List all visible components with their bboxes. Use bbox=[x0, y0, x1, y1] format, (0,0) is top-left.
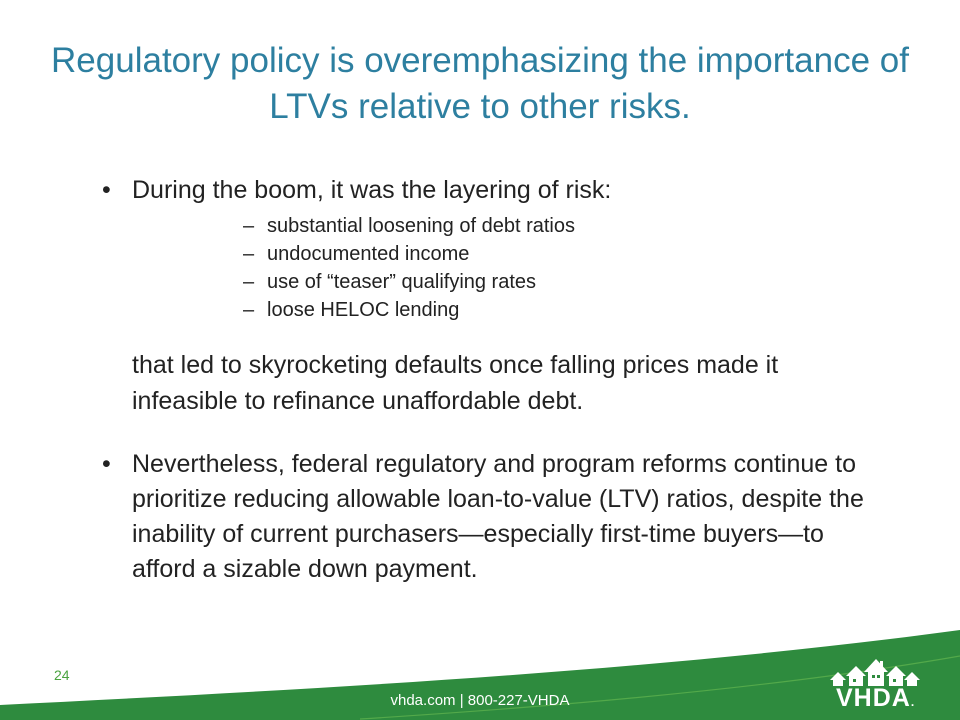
sub-item-text: substantial loosening of debt ratios bbox=[267, 215, 575, 237]
sub-item-text: undocumented income bbox=[267, 243, 470, 265]
logo-wordmark: VHDA bbox=[836, 684, 911, 712]
bullet-text: Nevertheless, federal regulatory and program reforms continue to prioritize reducing allowable loan-to-value (LTV) ratios, despite the inability of current purchasers—especially first-time buyers—to afford a sizable down payment. bbox=[132, 450, 864, 583]
dash-marker: – bbox=[243, 271, 255, 293]
slide-title: Regulatory policy is overemphasizing the importance of LTVs relative to other risks. bbox=[51, 41, 909, 126]
dash-marker: – bbox=[243, 299, 255, 321]
sub-item-text: use of “teaser” qualifying rates bbox=[267, 271, 537, 293]
continuation-text: that led to skyrocketing defaults once falling prices made it infeasible to refinance unaffordable debt. bbox=[132, 351, 779, 415]
bullet-dot: • bbox=[102, 176, 111, 204]
logo-mark: . bbox=[910, 695, 916, 709]
bullet-dot: • bbox=[102, 450, 111, 478]
vhda-logo-text bbox=[836, 684, 915, 713]
bullet-text: During the boom, it was the layering of risk: bbox=[132, 176, 612, 204]
page-number: 24 bbox=[54, 667, 70, 683]
dash-marker: – bbox=[243, 215, 255, 237]
footer-contact[interactable]: vhda.com | 800-227-VHDA bbox=[390, 692, 570, 709]
dash-marker: – bbox=[243, 243, 255, 265]
sub-item-text: loose HELOC lending bbox=[267, 299, 460, 321]
